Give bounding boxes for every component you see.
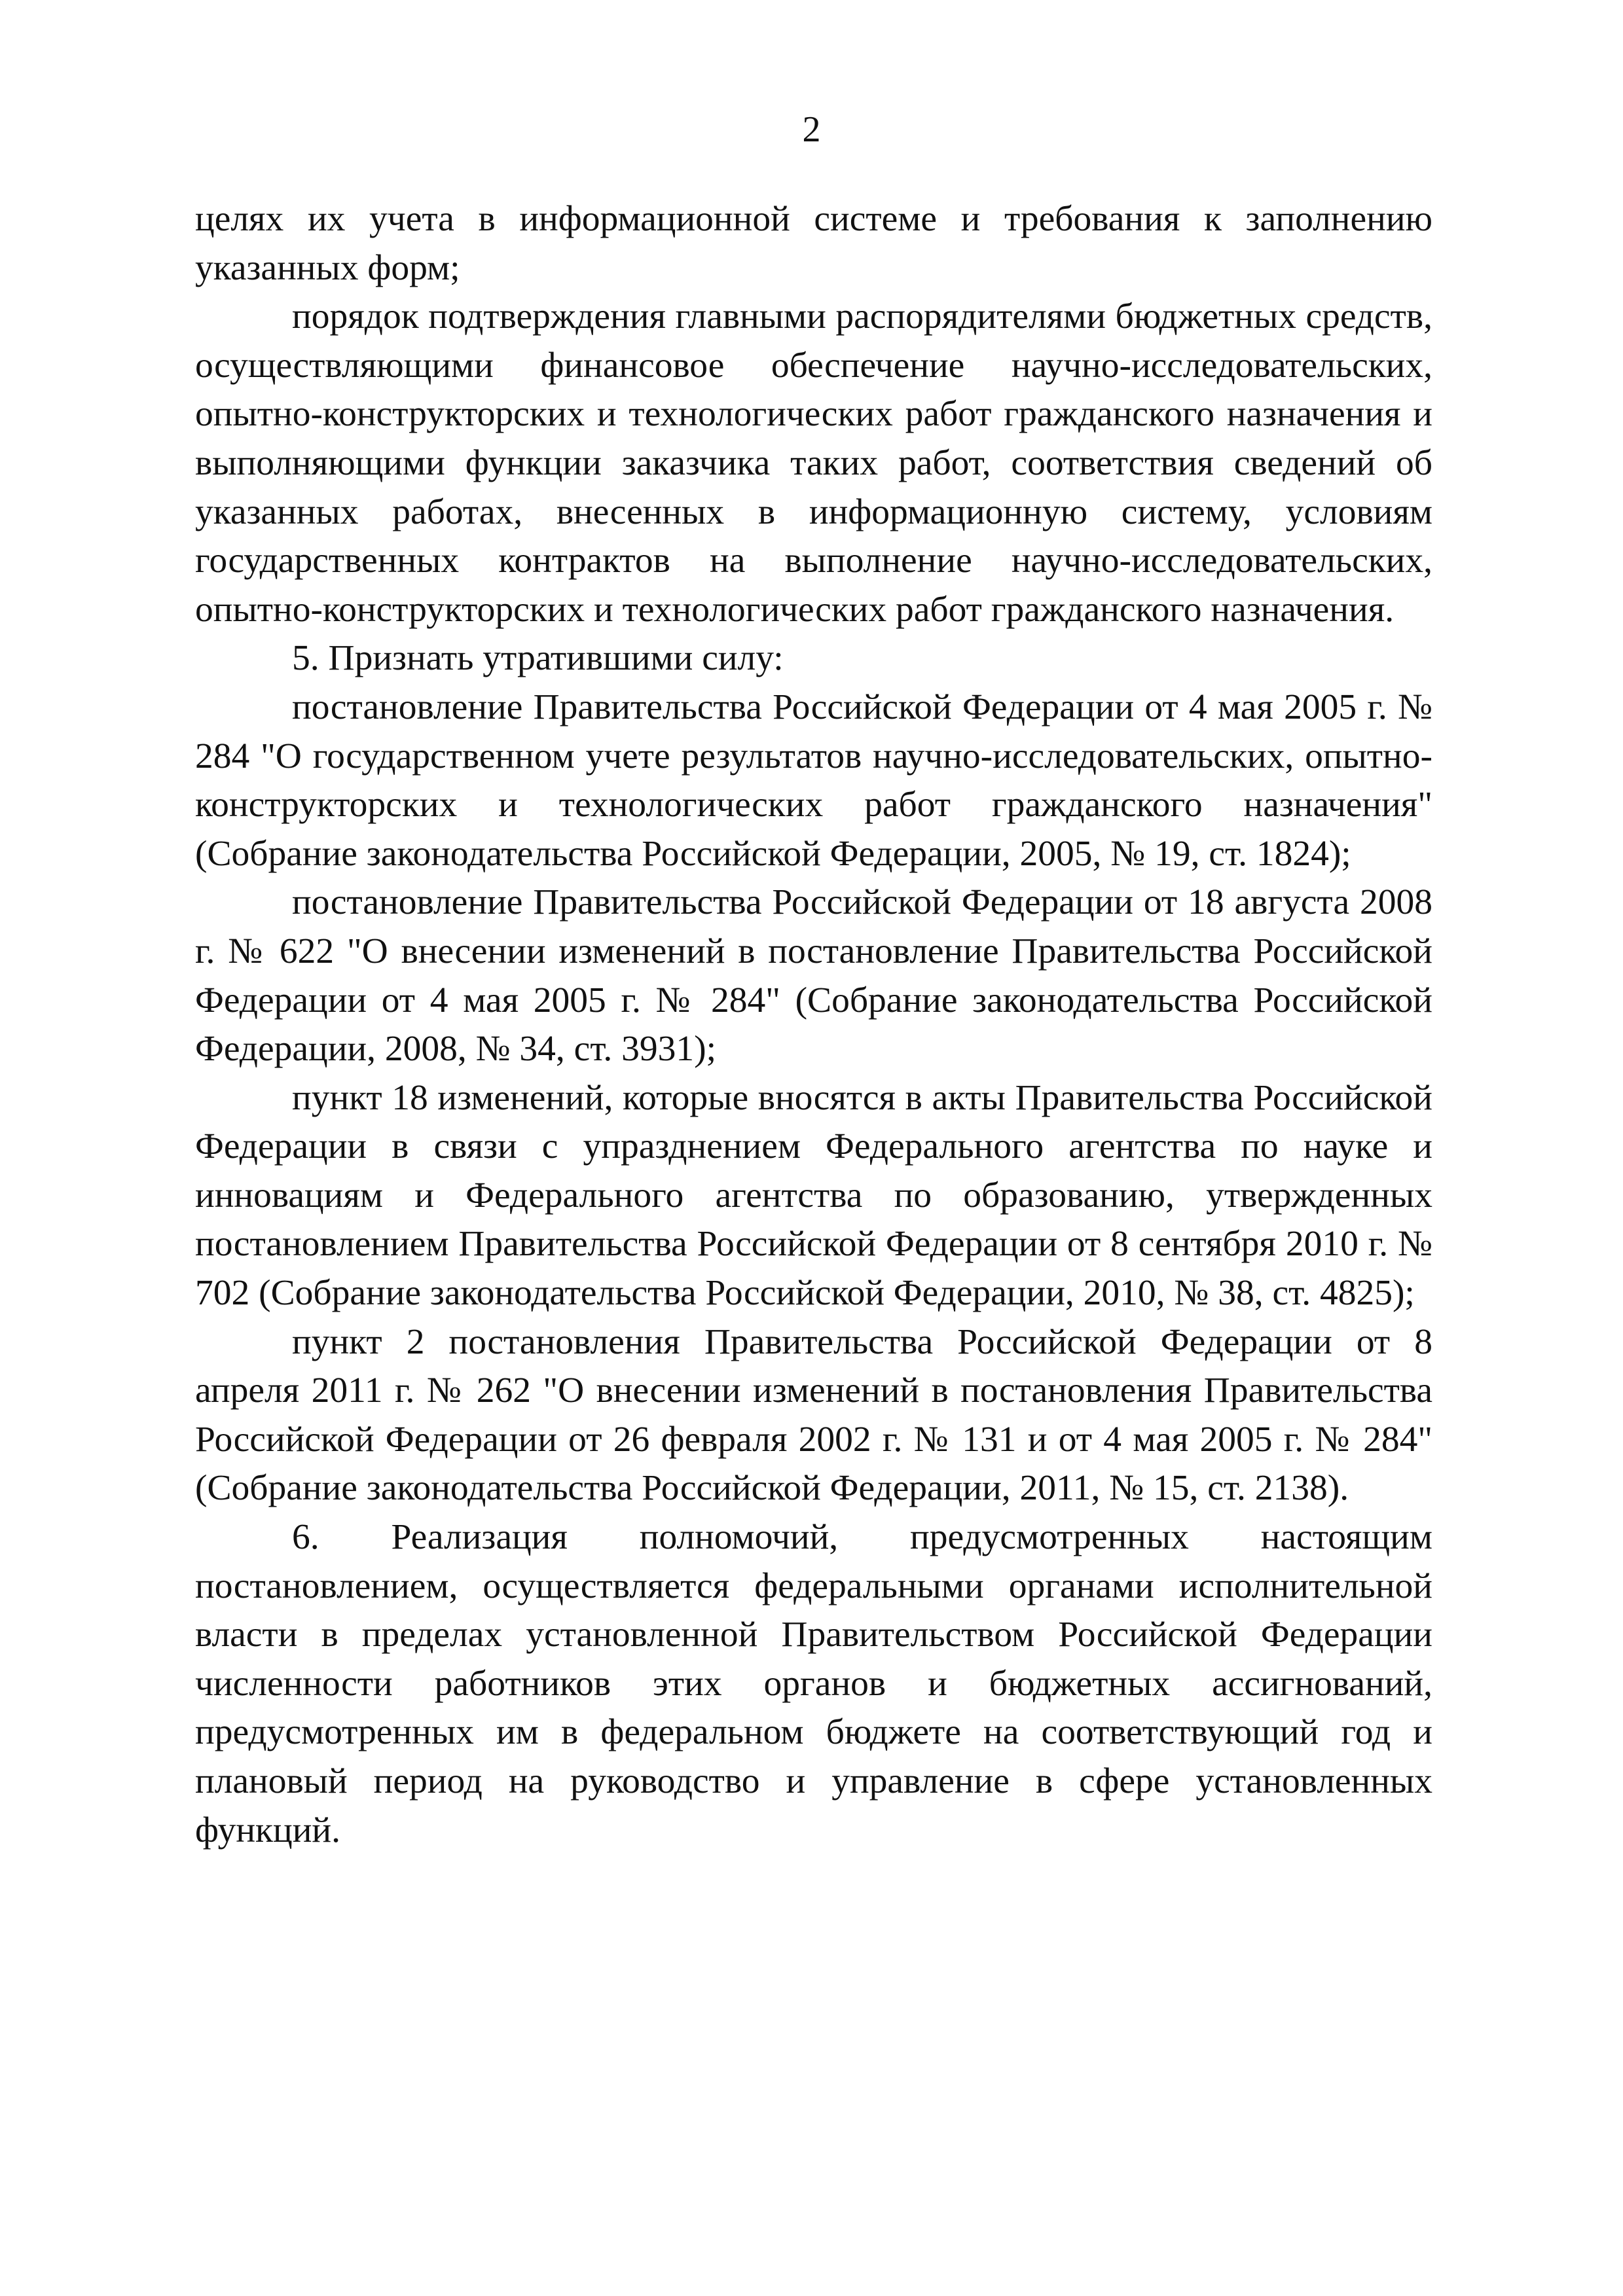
paragraph-continuation: целях их учета в информационной системе и требования к заполнению указанных форм; — [195, 199, 1432, 288]
paragraph-resolution-284: постановление Правительства Российской Федерации от 4 мая 2005 г. № 284 "О государственном учете результатов научно-исследовательских, опытно-конструкторских и технологических работ гражданского назначения" (Собрание законодательства Российской Федерации, 2005, № 19, ст. 1824); — [195, 687, 1432, 874]
paragraph-resolution-622: постановление Правительства Российской Федерации от 18 августа 2008 г. № 622 "О внесении изменений в постановление Правительства Российской Федерации от 4 мая 2005 г. № 284" (Собрание законодательства Российской Федерации, 2008, № 34, ст. 3931); — [195, 882, 1432, 1069]
document-body — [195, 195, 1432, 1855]
page-number: 2 — [802, 109, 821, 150]
paragraph-point-2: пункт 2 постановления Правительства Российской Федерации от 8 апреля 2011 г. № 262 "О внесении изменений в постановления Правительства Российской Федерации от 26 февраля 2002 г. № 131 и от 4 мая 2005 г. № 284" (Собрание законодательства Российской Федерации, 2011, № 15, ст. 2138). — [195, 1321, 1432, 1509]
paragraph-item-6: 6. Реализация полномочий, предусмотренных настоящим постановлением, осуществляется федеральными органами исполнительной власти в пределах установленной Правительством Российской Федерации численности работников этих органов и бюджетных ассигнований, предусмотренных им в федеральном бюджете на соответствующий год и плановый период на руководство и управление в сфере установленных функций. — [195, 1517, 1432, 1850]
paragraph-item-5: 5. Признать утратившими силу: — [292, 638, 784, 679]
paragraph-confirmation-procedure: порядок подтверждения главными распорядителями бюджетных средств, осуществляющими финансовое обеспечение научно-исследовательских, опытно-конструкторских и технологических работ гражданского назначения и выполняющими функции заказчика таких работ, соответствия сведений об указанных работах, внесенных в информационную систему, условиям государственных контрактов на выполнение научно-исследовательских, опытно-конструкторских и технологических работ гражданского назначения. — [195, 296, 1432, 630]
paragraph-point-18: пункт 18 изменений, которые вносятся в акты Правительства Российской Федерации в связи с упразднением Федерального агентства по науке и инновациям и Федерального агентства по образованию, утвержденных постановлением Правительства Российской Федерации от 8 сентября 2010 г. № 702 (Собрание законодательства Российской Федерации, 2010, № 38, ст. 4825); — [195, 1077, 1432, 1314]
